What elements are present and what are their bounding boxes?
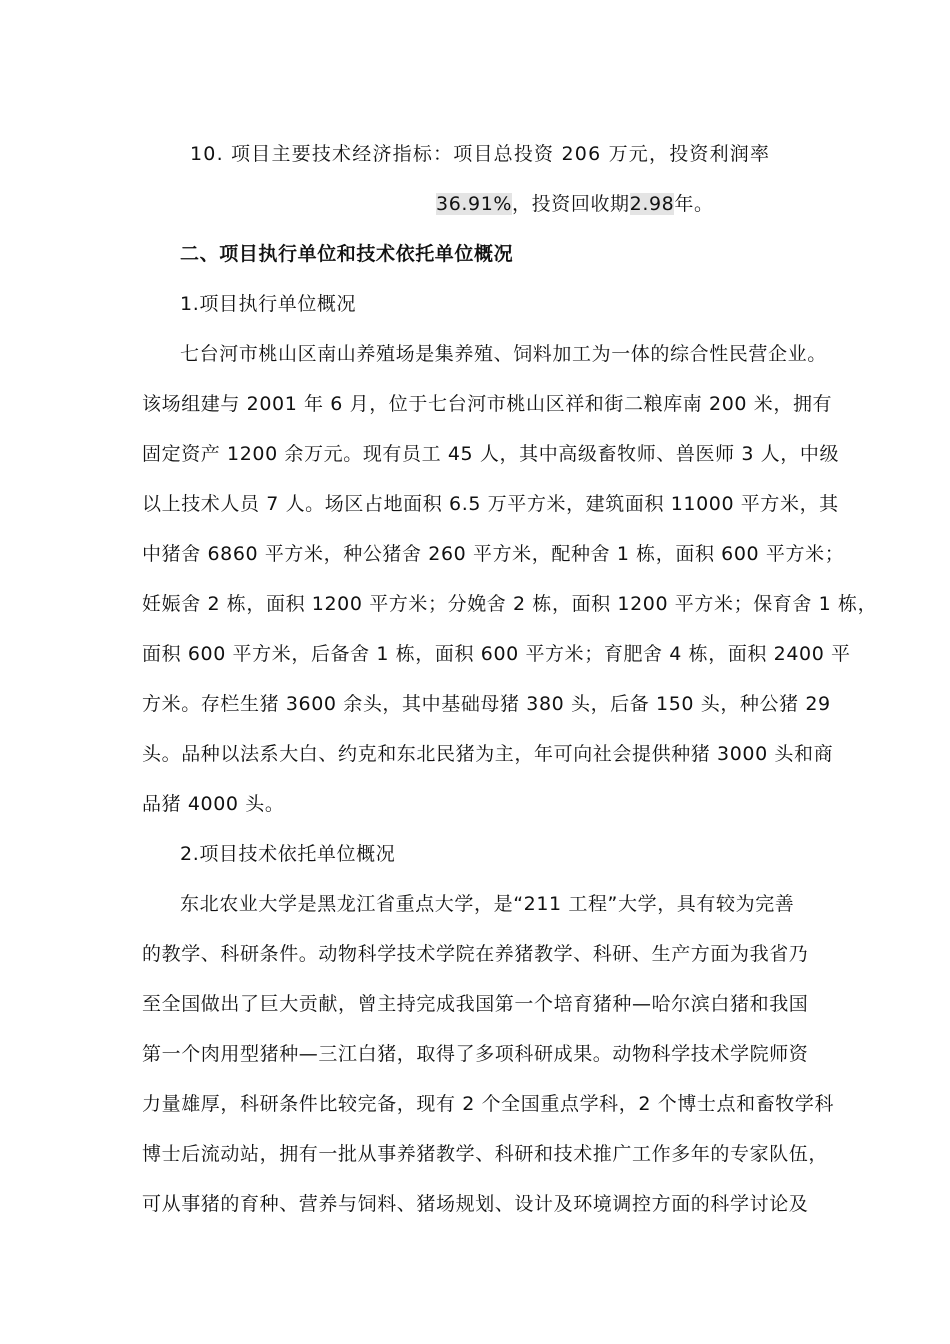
paragraph-line: 该场组建与 2001 年 6 月，位于七台河市桃山区祥和街二粮库南 200 米，拥有 xyxy=(142,393,833,415)
paragraph-line: 面积 600 平方米，后备舍 1 栋，面积 600 平方米；育肥舍 4 栋，面积 2400 平 xyxy=(142,643,851,665)
subsection-heading-2: 2.项目技术依托单位概况 xyxy=(180,843,396,865)
paragraph-line: 以上技术人员 7 人。场区占地面积 6.5 万平方米，建筑面积 11000 平方米，其 xyxy=(142,493,839,515)
subsection-heading-1: 1.项目执行单位概况 xyxy=(180,293,357,315)
payback-value: 2.98 xyxy=(629,193,675,215)
paragraph-line: 方米。存栏生猪 3600 余头，其中基础母猪 380 头，后备 150 头，种公猪 29 xyxy=(142,693,831,715)
roi-value: 36.91% xyxy=(436,193,513,215)
paragraph-line: 妊娠舍 2 栋，面积 1200 平方米；分娩舍 2 栋，面积 1200 平方米；保育舍 1 栋， xyxy=(142,593,878,615)
paragraph-line: 固定资产 1200 余万元。现有员工 45 人，其中高级畜牧师、兽医师 3 人，中级 xyxy=(142,443,840,465)
paragraph-line: 至全国做出了巨大贡献，曾主持完成我国第一个培育猪种—哈尔滨白猪和我国 xyxy=(142,993,809,1015)
paragraph-line: 中猪舍 6860 平方米，种公猪舍 260 平方米，配种舍 1 栋，面积 600 平方米； xyxy=(142,543,845,565)
paragraph-line: 的教学、科研条件。动物科学技术学院在养猪教学、科研、生产方面为我省乃 xyxy=(142,943,809,965)
paragraph-line: 七台河市桃山区南山养殖场是集养殖、饲料加工为一体的综合性民营企业。 xyxy=(180,343,827,365)
paragraph-line: 力量雄厚，科研条件比较完备，现有 2 个全国重点学科，2 个博士点和畜牧学科 xyxy=(142,1093,835,1115)
section-heading: 二、项目执行单位和技术依托单位概况 xyxy=(180,243,514,265)
paragraph-line: 可从事猪的育种、营养与饲料、猪场规划、设计及环境调控方面的科学讨论及 xyxy=(142,1193,809,1215)
paragraph-line: 东北农业大学是黑龙江省重点大学，是“211 工程”大学，具有较为完善 xyxy=(180,893,795,915)
item10-mid-text: ，投资回收期 xyxy=(512,193,630,215)
paragraph-line: 品猪 4000 头。 xyxy=(142,793,285,815)
paragraph-line: 第一个肉用型猪种—三江白猪，取得了多项科研成果。动物科学技术学院师资 xyxy=(142,1043,809,1065)
item10-line2 xyxy=(436,191,714,217)
item10-end-text: 年。 xyxy=(674,193,714,215)
paragraph-line: 头。品种以法系大白、约克和东北民猪为主，年可向社会提供种猪 3000 头和商 xyxy=(142,743,834,765)
item10-line1: 10. 项目主要技术经济指标：项目总投资 206 万元，投资利润率 xyxy=(190,143,771,165)
paragraph-line: 博士后流动站，拥有一批从事养猪教学、科研和技术推广工作多年的专家队伍， xyxy=(142,1143,829,1165)
